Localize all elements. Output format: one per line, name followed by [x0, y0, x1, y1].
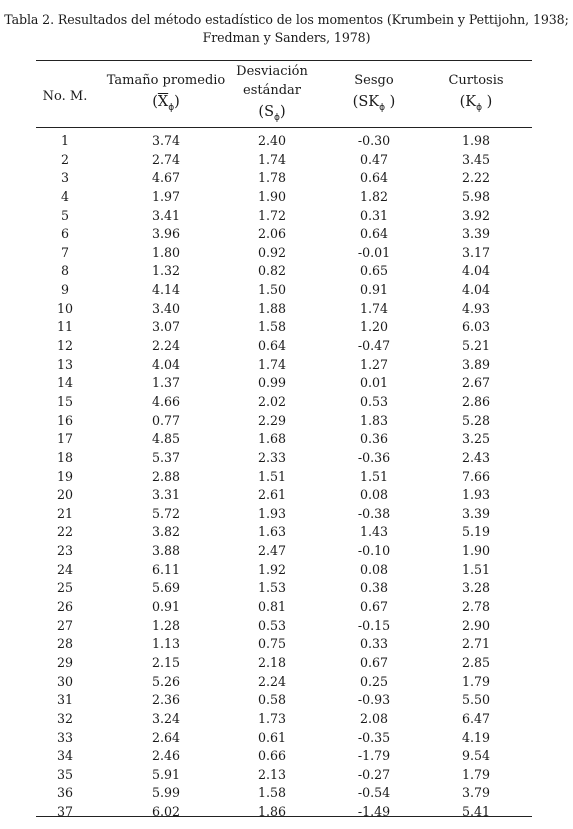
cell-kurtosis: 6.03: [461, 319, 491, 335]
cell-std-dev: 1.92: [257, 561, 287, 577]
cell-mean-size: 3.07: [151, 319, 181, 335]
cell-kurtosis: 1.79: [461, 673, 491, 689]
cell-mean-size: 3.96: [151, 226, 181, 242]
cell-mean-size: 5.72: [151, 505, 181, 521]
cell-mean-size: 4.14: [151, 282, 181, 298]
cell-std-dev: 0.58: [257, 692, 287, 708]
cell-std-dev: 1.63: [257, 524, 287, 540]
table-row: [36, 281, 532, 300]
cell-kurtosis: 4.93: [461, 300, 491, 316]
table-row: [36, 673, 532, 692]
cell-kurtosis: 1.51: [461, 561, 491, 577]
cell-mean-size: 3.41: [151, 207, 181, 223]
cell-mean-size: 1.32: [151, 263, 181, 279]
cell-std-dev: 2.33: [257, 449, 287, 465]
cell-skewness: 0.36: [359, 431, 389, 447]
table-row: [36, 318, 532, 337]
table-row: [36, 151, 532, 170]
cell-sample-number: 28: [56, 636, 74, 652]
cell-std-dev: 1.58: [257, 785, 287, 801]
cell-kurtosis: 2.43: [461, 449, 491, 465]
cell-skewness: 0.53: [359, 393, 389, 409]
cell-mean-size: 4.66: [151, 393, 181, 409]
header-sample-number: [40, 87, 90, 106]
cell-skewness: 0.38: [359, 580, 389, 596]
cell-skewness: -0.15: [357, 617, 391, 633]
cell-kurtosis: 1.90: [461, 543, 491, 559]
cell-mean-size: 5.91: [151, 766, 181, 782]
cell-skewness: 0.47: [359, 151, 389, 167]
cell-mean-size: 3.40: [151, 300, 181, 316]
cell-sample-number: 1: [60, 133, 69, 148]
cell-sample-number: 5: [60, 207, 69, 223]
cell-mean-size: 2.88: [151, 468, 181, 484]
cell-std-dev: 1.93: [257, 505, 287, 521]
cell-sample-number: 9: [60, 282, 69, 298]
header-skewness-symbol: ($SK_\phi$ ): [352, 94, 396, 113]
cell-skewness: 1.51: [359, 468, 389, 484]
cell-kurtosis: 1.93: [461, 487, 491, 503]
table-row: [36, 561, 532, 580]
cell-kurtosis: 4.04: [461, 282, 491, 298]
cell-mean-size: 2.64: [151, 729, 181, 745]
cell-std-dev: 1.53: [257, 580, 287, 596]
table-body: [36, 132, 532, 822]
cell-skewness: 0.64: [359, 170, 389, 186]
cell-kurtosis: 5.50: [461, 692, 491, 708]
cell-std-dev: 1.90: [257, 188, 287, 204]
cell-skewness: -1.49: [357, 804, 391, 820]
cell-std-dev: 1.50: [257, 282, 287, 298]
cell-std-dev: 1.86: [257, 804, 287, 820]
table-row: [36, 374, 532, 393]
cell-skewness: 0.91: [359, 282, 389, 298]
cell-skewness: 0.65: [359, 263, 389, 279]
cell-mean-size: 2.46: [151, 748, 181, 764]
cell-sample-number: 2: [60, 151, 69, 167]
table-row: [36, 449, 532, 468]
cell-sample-number: 29: [56, 654, 74, 670]
header-std-dev: [222, 62, 322, 129]
cell-kurtosis: 3.89: [461, 356, 491, 372]
cell-skewness: 0.67: [359, 599, 389, 615]
cell-kurtosis: 3.39: [461, 226, 491, 242]
cell-kurtosis: 3.39: [461, 505, 491, 521]
caption-line-2: Fredman y Sanders, 1978): [202, 30, 371, 45]
cell-kurtosis: 3.45: [461, 151, 491, 167]
caption-line-1: Tabla 2. Resultados del método estadístico de los momentos (Krumbein y Pettijohn, 1938;: [4, 12, 569, 27]
cell-kurtosis: 2.78: [461, 599, 491, 615]
cell-kurtosis: 9.54: [461, 748, 491, 764]
cell-sample-number: 10: [56, 300, 74, 316]
cell-sample-number: 37: [56, 804, 74, 820]
table-row: [36, 505, 532, 524]
cell-sample-number: 8: [60, 263, 69, 279]
cell-kurtosis: 2.71: [461, 636, 491, 652]
skew-symbol: SK: [358, 94, 380, 110]
cell-skewness: -0.01: [357, 244, 391, 260]
cell-skewness: -0.93: [357, 692, 391, 708]
cell-std-dev: 1.68: [257, 431, 287, 447]
cell-mean-size: 1.37: [151, 375, 181, 391]
cell-sample-number: 30: [56, 673, 74, 689]
cell-std-dev: 2.29: [257, 412, 287, 428]
cell-std-dev: 1.74: [257, 151, 287, 167]
table-row: [36, 356, 532, 375]
cell-mean-size: 2.24: [151, 338, 181, 354]
cell-mean-size: 3.24: [151, 710, 181, 726]
std-symbol: S: [264, 104, 274, 120]
cell-sample-number: 24: [56, 561, 74, 577]
cell-kurtosis: 1.79: [461, 766, 491, 782]
cell-sample-number: 6: [60, 226, 69, 242]
cell-sample-number: 31: [56, 692, 74, 708]
cell-skewness: 0.08: [359, 561, 389, 577]
table-row: [36, 654, 532, 673]
cell-kurtosis: 4.19: [461, 729, 491, 745]
cell-std-dev: 2.61: [257, 487, 287, 503]
cell-kurtosis: 2.22: [461, 170, 491, 186]
cell-kurtosis: 6.47: [461, 710, 491, 726]
cell-std-dev: 0.75: [257, 636, 287, 652]
cell-skewness: 1.20: [359, 319, 389, 335]
table-row: [36, 188, 532, 207]
cell-sample-number: 20: [56, 487, 74, 503]
table-row: [36, 300, 532, 319]
cell-std-dev: 0.92: [257, 244, 287, 260]
cell-sample-number: 27: [56, 617, 74, 633]
cell-mean-size: 5.37: [151, 449, 181, 465]
cell-kurtosis: 5.21: [461, 338, 491, 354]
cell-skewness: 0.64: [359, 226, 389, 242]
cell-std-dev: 2.47: [257, 543, 287, 559]
cell-mean-size: 2.15: [151, 654, 181, 670]
table-row: [36, 766, 532, 785]
cell-skewness: 1.27: [359, 356, 389, 372]
table-row: [36, 710, 532, 729]
cell-std-dev: 1.78: [257, 170, 287, 186]
cell-skewness: -0.30: [357, 133, 391, 148]
cell-kurtosis: 2.85: [461, 654, 491, 670]
cell-std-dev: 0.81: [257, 599, 287, 615]
header-kurtosis: [426, 71, 526, 119]
table-row: [36, 393, 532, 412]
cell-mean-size: 5.26: [151, 673, 181, 689]
table-row: [36, 803, 532, 822]
table-top-rule: [36, 60, 532, 61]
phi-subscript: ϕ: [168, 103, 175, 113]
cell-kurtosis: 2.67: [461, 375, 491, 391]
cell-skewness: -0.36: [357, 449, 391, 465]
table-header-rule: [36, 127, 532, 128]
table-row: [36, 225, 532, 244]
cell-skewness: 1.82: [359, 188, 389, 204]
cell-sample-number: 17: [56, 431, 74, 447]
cell-mean-size: 0.91: [151, 599, 181, 615]
header-mean-size-symbol: $(\overline{X}_\phi)$: [152, 94, 180, 113]
cell-mean-size: 3.82: [151, 524, 181, 540]
table-row: [36, 784, 532, 803]
cell-skewness: 0.01: [359, 375, 389, 391]
cell-std-dev: 1.72: [257, 207, 287, 223]
table-row: [36, 579, 532, 598]
cell-std-dev: 1.74: [257, 356, 287, 372]
cell-sample-number: 35: [56, 766, 74, 782]
table-row: [36, 747, 532, 766]
cell-mean-size: 4.67: [151, 170, 181, 186]
cell-kurtosis: 5.41: [461, 804, 491, 820]
kurtosis-symbol: K: [465, 94, 477, 110]
cell-sample-number: 13: [56, 356, 74, 372]
mean-symbol: $\overline{X}$: [157, 94, 169, 110]
cell-sample-number: 16: [56, 412, 74, 428]
table-row: [36, 430, 532, 449]
table-row: [36, 169, 532, 188]
cell-kurtosis: 4.04: [461, 263, 491, 279]
header-skewness-label: Sesgo: [354, 73, 394, 88]
cell-skewness: -0.47: [357, 338, 391, 354]
cell-sample-number: 7: [60, 244, 69, 260]
table-row: [36, 244, 532, 263]
phi-subscript: ϕ: [379, 103, 386, 113]
cell-sample-number: 34: [56, 748, 74, 764]
cell-sample-number: 36: [56, 785, 74, 801]
cell-mean-size: 6.02: [151, 804, 181, 820]
cell-sample-number: 33: [56, 729, 74, 745]
header-mean-size-label: Tamaño promedio: [106, 73, 226, 88]
cell-kurtosis: 5.28: [461, 412, 491, 428]
cell-sample-number: 18: [56, 449, 74, 465]
table-row: [36, 337, 532, 356]
cell-mean-size: 4.85: [151, 431, 181, 447]
cell-mean-size: 2.36: [151, 692, 181, 708]
cell-mean-size: 2.74: [151, 151, 181, 167]
cell-kurtosis: 2.86: [461, 393, 491, 409]
table-caption: [0, 11, 573, 47]
cell-mean-size: 5.99: [151, 785, 181, 801]
header-kurtosis-symbol: ($K_\phi$ ): [459, 94, 493, 113]
cell-skewness: 1.74: [359, 300, 389, 316]
table-row: [36, 729, 532, 748]
cell-sample-number: 4: [60, 188, 69, 204]
header-std-dev-label-1: Desviación: [236, 64, 308, 79]
cell-kurtosis: 5.19: [461, 524, 491, 540]
cell-std-dev: 2.40: [257, 133, 287, 148]
cell-std-dev: 0.53: [257, 617, 287, 633]
cell-sample-number: 15: [56, 393, 74, 409]
cell-sample-number: 3: [60, 170, 69, 186]
table-row: [36, 523, 532, 542]
cell-std-dev: 0.61: [257, 729, 287, 745]
cell-std-dev: 0.82: [257, 263, 287, 279]
cell-kurtosis: 5.98: [461, 188, 491, 204]
cell-kurtosis: 3.28: [461, 580, 491, 596]
cell-kurtosis: 2.90: [461, 617, 491, 633]
cell-std-dev: 2.06: [257, 226, 287, 242]
header-std-dev-label-2: estándar: [243, 83, 301, 98]
cell-std-dev: 1.73: [257, 710, 287, 726]
cell-kurtosis: 1.98: [461, 133, 491, 148]
cell-mean-size: 6.11: [151, 561, 181, 577]
cell-std-dev: 1.88: [257, 300, 287, 316]
cell-mean-size: 1.28: [151, 617, 181, 633]
cell-skewness: -0.10: [357, 543, 391, 559]
cell-mean-size: 3.31: [151, 487, 181, 503]
cell-skewness: 0.08: [359, 487, 389, 503]
cell-skewness: 0.31: [359, 207, 389, 223]
table-row: [36, 691, 532, 710]
cell-sample-number: 21: [56, 505, 74, 521]
cell-sample-number: 32: [56, 710, 74, 726]
header-std-dev-symbol: $(S_\phi)$: [258, 104, 286, 123]
header-sample-number-label: No. M.: [42, 89, 88, 104]
table-row: [36, 262, 532, 281]
table-row: [36, 542, 532, 561]
cell-sample-number: 14: [56, 375, 74, 391]
cell-sample-number: 22: [56, 524, 74, 540]
header-kurtosis-label: Curtosis: [448, 73, 504, 88]
cell-kurtosis: 7.66: [461, 468, 491, 484]
cell-mean-size: 5.69: [151, 580, 181, 596]
cell-sample-number: 23: [56, 543, 74, 559]
cell-mean-size: 0.77: [151, 412, 181, 428]
table-row: [36, 617, 532, 636]
cell-skewness: -0.38: [357, 505, 391, 521]
cell-std-dev: 0.66: [257, 748, 287, 764]
cell-sample-number: 25: [56, 580, 74, 596]
cell-mean-size: 1.80: [151, 244, 181, 260]
phi-subscript: ϕ: [476, 103, 483, 113]
phi-subscript: ϕ: [274, 113, 280, 123]
header-skewness: [324, 71, 424, 119]
cell-std-dev: 0.64: [257, 338, 287, 354]
cell-sample-number: 11: [56, 319, 74, 335]
table-bottom-rule: [36, 816, 532, 817]
cell-skewness: 0.67: [359, 654, 389, 670]
cell-sample-number: 19: [56, 468, 74, 484]
cell-std-dev: 1.58: [257, 319, 287, 335]
table-row: [36, 207, 532, 226]
cell-mean-size: 1.97: [151, 188, 181, 204]
cell-kurtosis: 3.25: [461, 431, 491, 447]
cell-kurtosis: 3.17: [461, 244, 491, 260]
cell-std-dev: 2.02: [257, 393, 287, 409]
cell-mean-size: 3.88: [151, 543, 181, 559]
table-row: [36, 635, 532, 654]
cell-kurtosis: 3.92: [461, 207, 491, 223]
table-row: [36, 486, 532, 505]
table-row: [36, 132, 532, 151]
table-row: [36, 412, 532, 431]
cell-kurtosis: 3.79: [461, 785, 491, 801]
cell-std-dev: 0.99: [257, 375, 287, 391]
cell-mean-size: 4.04: [151, 356, 181, 372]
cell-std-dev: 2.24: [257, 673, 287, 689]
table-row: [36, 468, 532, 487]
cell-std-dev: 2.13: [257, 766, 287, 782]
cell-skewness: 0.25: [359, 673, 389, 689]
cell-sample-number: 26: [56, 599, 74, 615]
cell-skewness: -0.35: [357, 729, 391, 745]
cell-skewness: 1.43: [359, 524, 389, 540]
cell-mean-size: 1.13: [151, 636, 181, 652]
cell-skewness: 2.08: [359, 710, 389, 726]
cell-skewness: -1.79: [357, 748, 391, 764]
header-mean-size: [91, 71, 241, 119]
cell-skewness: -0.27: [357, 766, 391, 782]
cell-skewness: -0.54: [357, 785, 391, 801]
table-row: [36, 598, 532, 617]
cell-sample-number: 12: [56, 338, 74, 354]
cell-skewness: 0.33: [359, 636, 389, 652]
cell-std-dev: 2.18: [257, 654, 287, 670]
cell-skewness: 1.83: [359, 412, 389, 428]
cell-std-dev: 1.51: [257, 468, 287, 484]
cell-mean-size: 3.74: [151, 133, 181, 148]
